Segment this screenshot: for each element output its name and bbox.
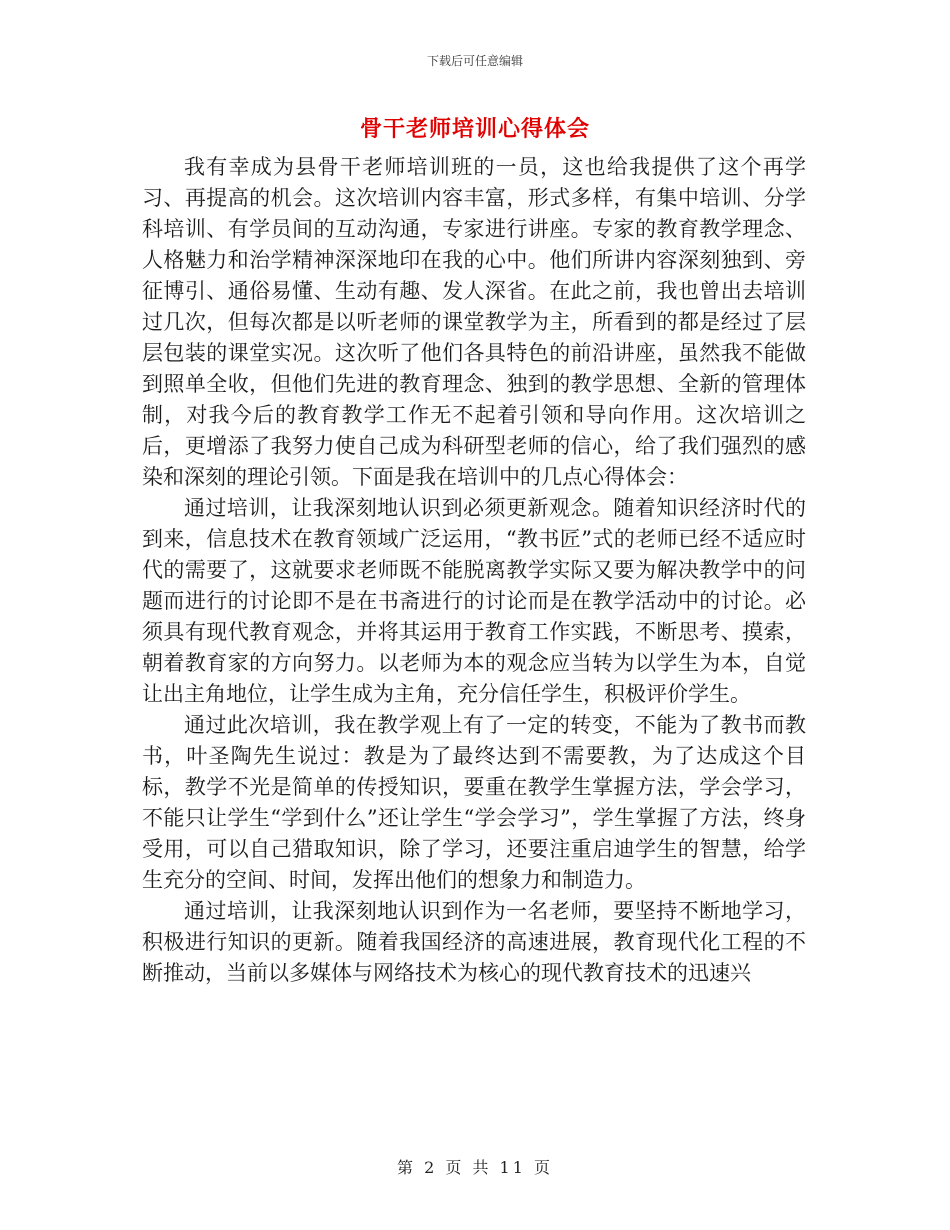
document-body: [142, 152, 806, 989]
paragraph: 我有幸成为县骨干老师培训班的一员，这也给我提供了这个再学习、再提高的机会。这次培训内容丰富，形式多样，有集中培训、分学科培训、有学员间的互动沟通，专家进行讲座。专家的教育教学理念、人格魅力和治学精神深深地印在我的心中。他们所讲内容深刻独到、旁征博引、通俗易懂、生动有趣、发人深省。在此之前，我也曾出去培训过几次，但每次都是以听老师的课堂教学为主，所看到的都是经过了层层包装的课堂实况。这次听了他们各具特色的前沿讲座，虽然我不能做到照单全收，但他们先进的教育理念、独到的教学思想、全新的管理体制，对我今后的教育教学工作无不起着引领和导向作用。这次培训之后，更增添了我努力使自己成为科研型老师的信心，给了我们强烈的感染和深刻的理论引领。下面是我在培训中的几点心得体会：: [142, 155, 806, 489]
paragraph: 通过此次培训，我在教学观上有了一定的转变，不能为了教书而教书，叶圣陶先生说过：教是为了最终达到不需要教，为了达成这个目标，教学不光是简单的传授知识，要重在教学生掌握方法，学会学习，不能只让学生“学到什么”还让学生“学会学习”，学生掌握了方法，终身受用，可以自己猎取知识，除了学习，还要注重启迪学生的智慧，给学生充分的空间、时间，发挥出他们的想象力和制造力。: [142, 713, 806, 892]
page-number: 第 2 页 共 11 页: [397, 1158, 553, 1177]
header-note: 下载后可任意编辑: [426, 54, 523, 68]
document-title: 骨干老师培训心得体会: [359, 117, 590, 142]
paragraph: 通过培训，让我深刻地认识到必须更新观念。随着知识经济时代的到来，信息技术在教育领域广泛运用，“教书匠”式的老师已经不适应时代的需要了，这就要求老师既不能脱离教学实际又要为解决教学中的问题而进行的讨论即不是在书斋进行的讨论而是在教学活动中的讨论。必须具有现代教育观念，并将其运用于教育工作实践，不断思考、摸索，朝着教育家的方向努力。以老师为本的观念应当转为以学生为本，自觉让出主角地位，让学生成为主角，充分信任学生，积极评价学生。: [142, 496, 806, 706]
paragraph: 通过培训，让我深刻地认识到作为一名老师，要坚持不断地学习，积极进行知识的更新。随着我国经济的高速进展，教育现代化工程的不断推动，当前以多媒体与网络技术为核心的现代教育技术的迅速兴: [142, 899, 806, 985]
